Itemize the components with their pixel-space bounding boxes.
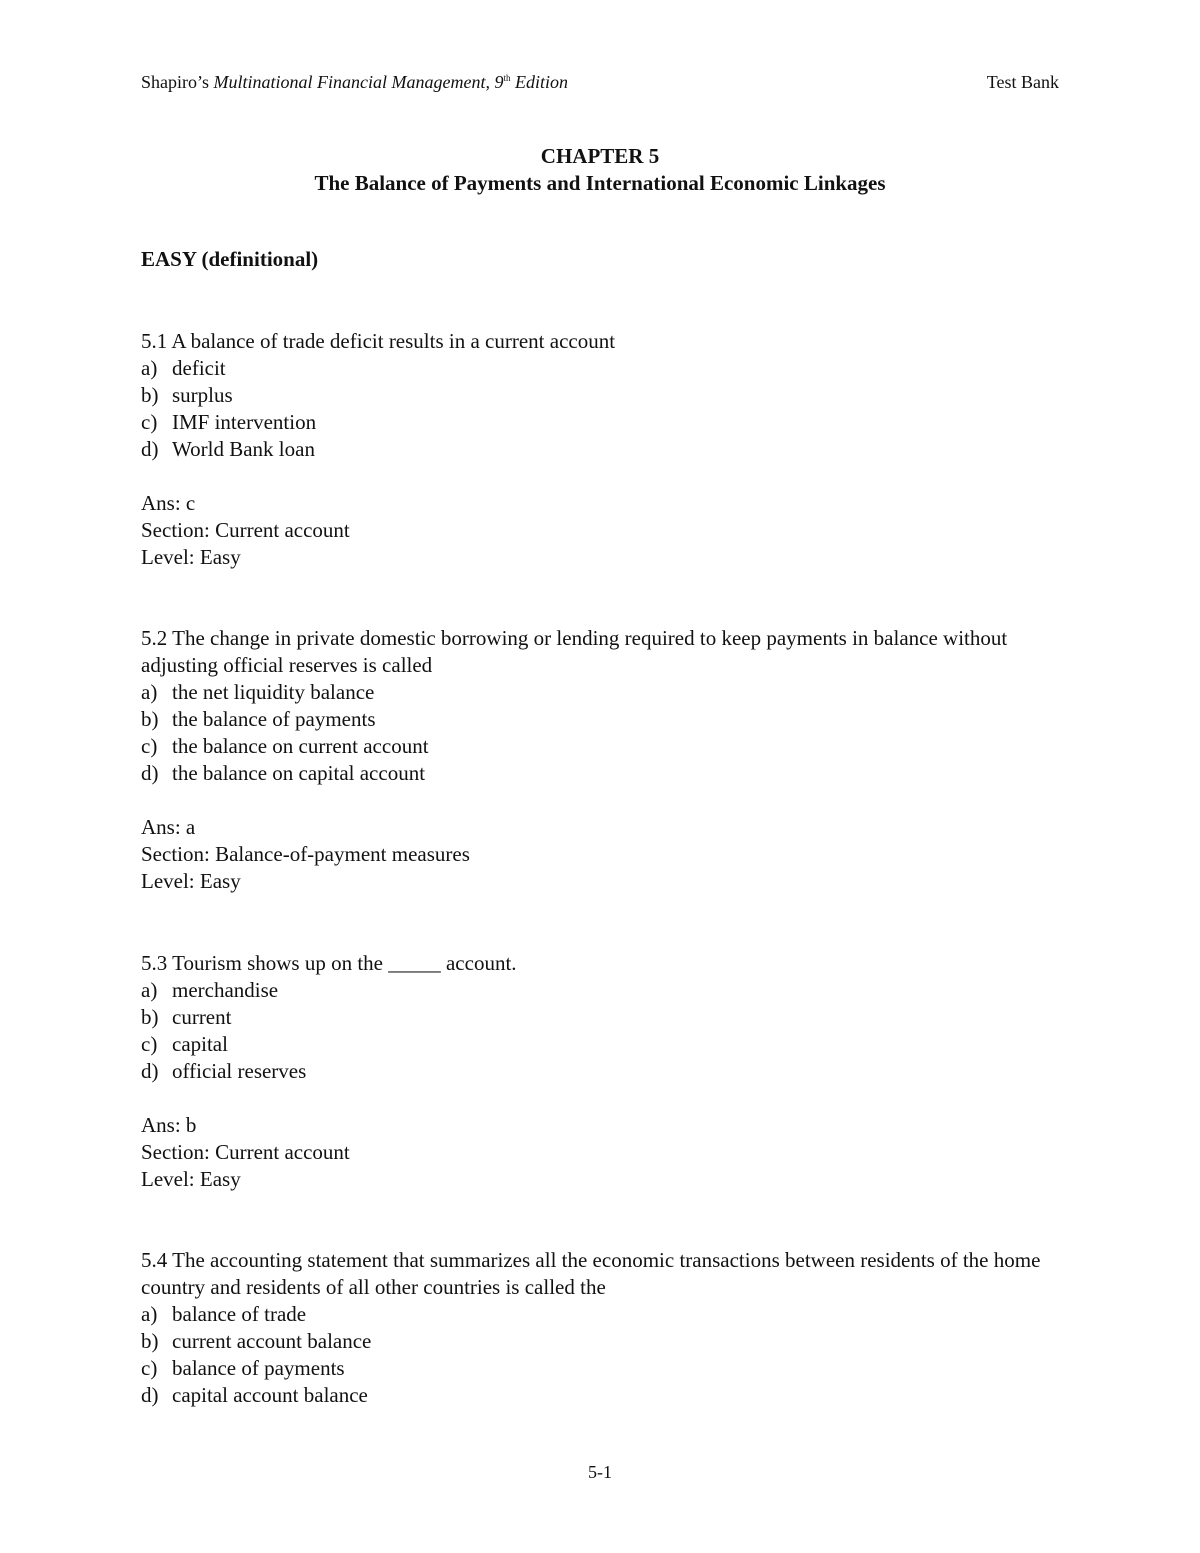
option-text: the balance on current account <box>172 734 429 758</box>
option-letter: d) <box>141 1383 159 1407</box>
answer-meta <box>141 814 1061 895</box>
answer-section: Section: Balance-of-payment measures <box>141 842 470 866</box>
answer-key: Ans: a <box>141 815 196 839</box>
chapter-title: The Balance of Payments and International Economic Linkages <box>314 171 886 195</box>
question-stem: 5.3 Tourism shows up on the _____ account. <box>141 951 517 975</box>
answer-key: Ans: c <box>141 491 196 515</box>
option-d <box>141 1382 1061 1409</box>
option-text: current <box>172 1005 232 1029</box>
option-letter: b) <box>141 383 159 407</box>
running-header <box>141 70 1059 94</box>
answer-meta <box>141 490 1061 571</box>
option-a <box>141 355 1061 382</box>
header-edition-superscript: th <box>503 73 511 83</box>
option-b <box>141 382 1061 409</box>
answer-level: Level: Easy <box>141 869 241 893</box>
option-text: balance of payments <box>172 1356 345 1380</box>
option-text: the net liquidity balance <box>172 680 375 704</box>
chapter-heading <box>0 143 1200 197</box>
option-letter: c) <box>141 734 158 758</box>
option-letter: a) <box>141 978 158 1002</box>
answer-level: Level: Easy <box>141 545 241 569</box>
option-text: official reserves <box>172 1059 307 1083</box>
answer-level: Level: Easy <box>141 1167 241 1191</box>
answer-options <box>141 1301 1061 1409</box>
option-letter: c) <box>141 1356 158 1380</box>
header-title-italic: Multinational Financial Management, 9 <box>213 72 504 92</box>
option-letter: c) <box>141 1032 158 1056</box>
option-d <box>141 760 1061 787</box>
question-stem: 5.2 The change in private domestic borrowing or lending required to keep payments in balance without adjusting official reserves is called <box>141 626 1008 677</box>
option-a <box>141 679 1061 706</box>
question-stem: 5.4 The accounting statement that summarizes all the economic transactions between residents of the home country and residents of all other countries is called the <box>141 1248 1041 1299</box>
answer-key: Ans: b <box>141 1113 197 1137</box>
option-c <box>141 1355 1061 1382</box>
option-text: current account balance <box>172 1329 372 1353</box>
header-author: Shapiro’s <box>141 72 214 92</box>
option-letter: a) <box>141 1302 158 1326</box>
option-letter: c) <box>141 410 158 434</box>
option-letter: b) <box>141 1329 159 1353</box>
answer-options <box>141 679 1061 787</box>
option-letter: d) <box>141 761 159 785</box>
option-text: World Bank loan <box>172 437 315 461</box>
option-b <box>141 706 1061 733</box>
option-text: surplus <box>172 383 233 407</box>
option-text: balance of trade <box>172 1302 307 1326</box>
answer-options <box>141 355 1061 463</box>
option-text: merchandise <box>172 978 279 1002</box>
answer-meta <box>141 1112 1061 1193</box>
option-text: the balance on capital account <box>172 761 426 785</box>
difficulty-heading: EASY (definitional) <box>141 247 319 271</box>
header-book-title <box>141 70 568 94</box>
option-letter: a) <box>141 356 158 380</box>
option-text: capital account balance <box>172 1383 368 1407</box>
option-d <box>141 1058 1061 1085</box>
option-b <box>141 1328 1061 1355</box>
question-5-4 <box>141 1247 1061 1409</box>
chapter-number: CHAPTER 5 <box>540 144 660 168</box>
option-text: IMF intervention <box>172 410 317 434</box>
option-text: deficit <box>172 356 226 380</box>
option-text: the balance of payments <box>172 707 376 731</box>
answer-section: Section: Current account <box>141 518 350 542</box>
option-a <box>141 1301 1061 1328</box>
option-a <box>141 977 1061 1004</box>
option-letter: b) <box>141 1005 159 1029</box>
option-c <box>141 1031 1061 1058</box>
header-test-bank: Test Bank <box>986 72 1059 92</box>
option-text: capital <box>172 1032 228 1056</box>
option-letter: d) <box>141 437 159 461</box>
answer-options <box>141 977 1061 1085</box>
page-number: 5-1 <box>588 1462 612 1482</box>
question-5-1 <box>141 328 1061 571</box>
option-d <box>141 436 1061 463</box>
option-letter: d) <box>141 1059 159 1083</box>
header-edition-word: Edition <box>510 72 568 92</box>
option-letter: b) <box>141 707 159 731</box>
option-c <box>141 733 1061 760</box>
question-5-3 <box>141 950 1061 1193</box>
option-b <box>141 1004 1061 1031</box>
question-stem: 5.1 A balance of trade deficit results in a current account <box>141 329 616 353</box>
option-letter: a) <box>141 680 158 704</box>
question-5-2 <box>141 625 1061 895</box>
option-c <box>141 409 1061 436</box>
answer-section: Section: Current account <box>141 1140 350 1164</box>
